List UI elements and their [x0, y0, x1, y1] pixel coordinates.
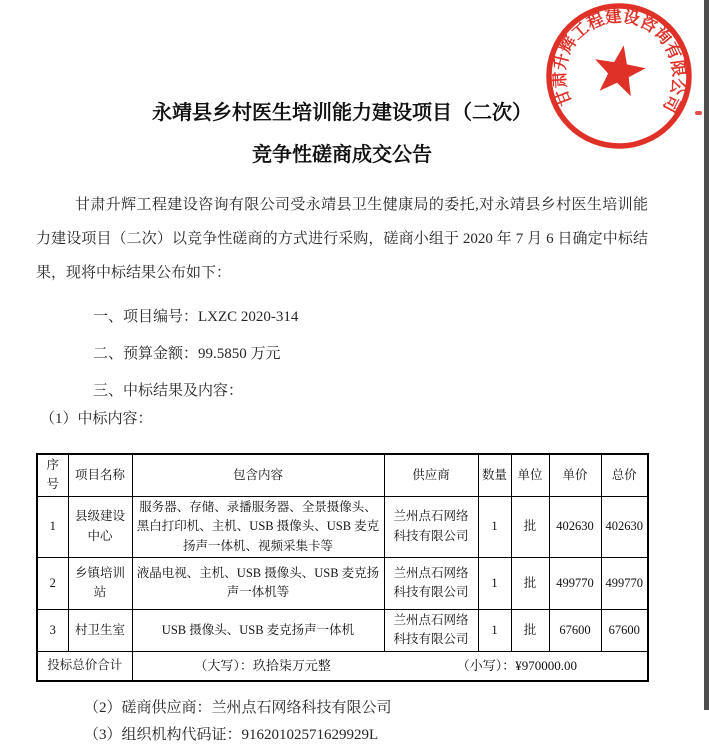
cell-unit: 批: [511, 496, 549, 557]
cell-project-name: 县级建设中心: [68, 496, 132, 557]
page-title-line2: 竞争性磋商成交公告: [252, 144, 432, 166]
total-values: [132, 651, 648, 681]
total-label: 投标总价合计: [37, 651, 132, 681]
col-header-project-name: 项目名称: [68, 454, 132, 496]
table-row: [37, 609, 648, 651]
seal-company-text: 甘肃升辉工程建设咨询有限公司: [549, 6, 689, 116]
table-row: [37, 557, 648, 609]
table-row: [37, 496, 648, 557]
cell-total-price: 67600: [601, 609, 648, 651]
cell-total-price: 402630: [601, 496, 648, 557]
cell-qty: 1: [478, 496, 511, 557]
cell-supplier: 兰州点石网络科技有限公司: [384, 496, 478, 557]
cell-unit-price: 67600: [549, 609, 601, 651]
list-item-award-result: 三、中标结果及内容：: [93, 383, 244, 399]
cell-supplier: 兰州点石网络科技有限公司: [384, 557, 478, 609]
cell-no: 2: [37, 557, 68, 609]
cell-qty: 1: [478, 557, 511, 609]
numbered-list: [36, 307, 648, 401]
seal-ink-speck: [695, 111, 702, 115]
cell-qty: 1: [478, 609, 511, 651]
table-header-row: [37, 454, 648, 496]
cell-no: 3: [37, 609, 68, 651]
window-edge: [704, 0, 709, 710]
cell-unit: 批: [511, 557, 549, 609]
cell-content: 服务器、存储、录播服务器、全景摄像头、黑白打印机、主机、USB 摄像头、USB 麦克扬声一体机、视频采集卡等: [132, 496, 384, 557]
footer-item-supplier: （2）磋商供应商：兰州点石网络科技有限公司: [84, 700, 392, 717]
col-header-no: 序号: [37, 454, 68, 496]
col-header-content: 包含内容: [132, 454, 384, 496]
cell-project-name: 村卫生室: [68, 609, 132, 651]
total-row: [37, 651, 648, 681]
cell-total-price: 499770: [601, 557, 648, 609]
list-item-budget: 二、预算金额：99.5850 万元: [93, 346, 281, 362]
col-header-unit: 单位: [511, 454, 549, 496]
cell-supplier: 兰州点石网络科技有限公司: [384, 609, 478, 651]
col-header-supplier: 供应商: [384, 454, 478, 496]
list-item-project-number: 一、项目编号：LXZC 2020-314: [93, 309, 299, 325]
cell-no: 1: [37, 496, 68, 557]
cell-content: USB 摄像头、USB 麦克扬声一体机: [132, 609, 384, 651]
sub-item-award-content: （1）中标内容：: [40, 411, 153, 427]
footer-item-org-code: （3）组织机构代码证：91620102571629929L: [84, 727, 379, 744]
cell-unit-price: 499770: [549, 557, 601, 609]
col-header-unit-price: 单价: [549, 454, 601, 496]
page-title-line1: 永靖县乡村医生培训能力建设项目（二次）: [152, 102, 532, 124]
cell-unit: 批: [511, 609, 549, 651]
cell-content: 液晶电视、主机、USB 摄像头、USB 麦克扬声一体机等: [132, 557, 384, 609]
total-uppercase: （大写）：玖拾柒万元整: [194, 657, 331, 673]
cell-project-name: 乡镇培训站: [68, 557, 132, 609]
document-page: [36, 0, 648, 749]
total-lowercase: （小写）：¥970000.00: [456, 657, 577, 673]
cell-unit-price: 402630: [549, 496, 601, 557]
intro-paragraph: 甘肃升辉工程建设咨询有限公司受永靖县卫生健康局的委托,对永靖县乡村医生培训能力建设项目（二次）以竞争性磋商的方式进行采购，磋商小组于 2020 年 7 月 6 日确定中标结果，现将中标结果公布如下：: [36, 197, 648, 281]
award-table: [36, 453, 649, 682]
col-header-total-price: 总价: [601, 454, 648, 496]
col-header-qty: 数量: [478, 454, 511, 496]
